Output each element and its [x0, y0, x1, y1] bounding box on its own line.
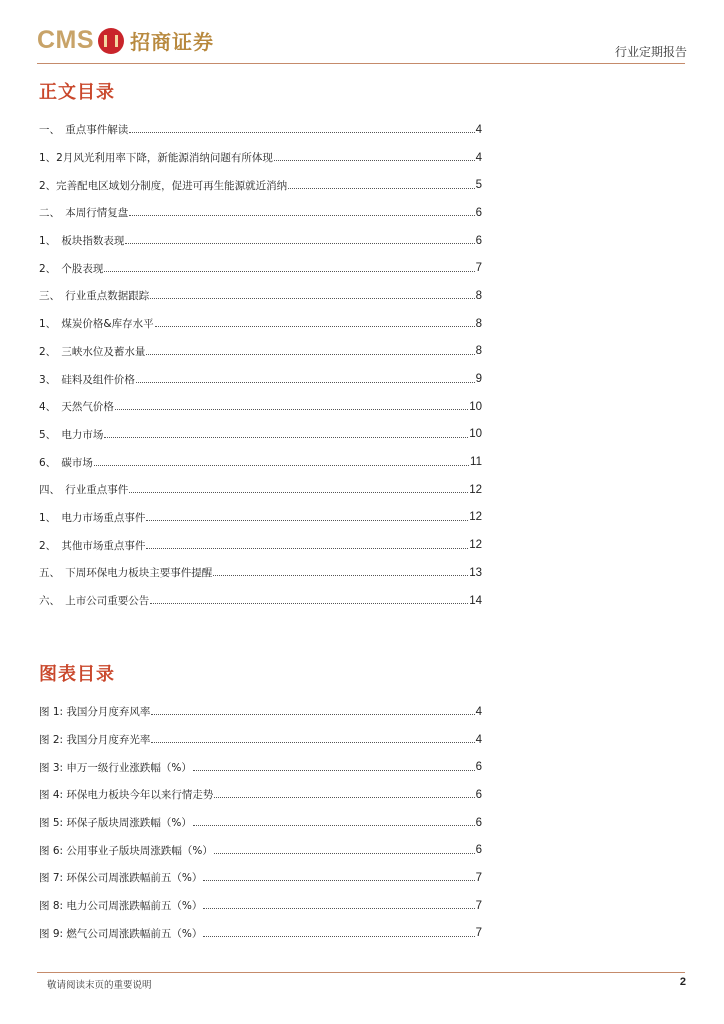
disclaimer-note: 敬请阅读末页的重要说明	[47, 980, 152, 991]
logo-chinese-text: 招商证券	[130, 30, 215, 54]
toc-entry[interactable]: 1、2月风光利用率下降，新能源消纳问题有所体现 4	[39, 151, 482, 165]
toc-entry[interactable]: 2、 三峡水位及蓄水量 8	[39, 345, 482, 358]
toc-entry[interactable]: 4、 天然气价格 10	[39, 400, 482, 414]
figure-entry[interactable]: 图 4: 环保电力板块今年以来行情走势 6	[39, 788, 482, 802]
toc-entry[interactable]: 五、 下周环保电力板块主要事件提醒 13	[39, 566, 482, 580]
toc-list	[39, 116, 482, 614]
toc-entry[interactable]: 1、 煤炭价格&库存水平 8	[39, 317, 482, 331]
toc-entry[interactable]: 2、完善配电区域划分制度，促进可再生能源就近消纳 5	[39, 179, 482, 192]
figure-entry[interactable]: 图 6: 公用事业子版块周涨跌幅（%） 6	[39, 844, 482, 857]
toc-entry[interactable]: 1、 电力市场重点事件 12	[39, 511, 482, 524]
figure-entry[interactable]: 图 3: 申万一级行业涨跌幅（%） 6	[39, 761, 482, 774]
figure-entry[interactable]: 图 7: 环保公司周涨跌幅前五（%） 7	[39, 871, 482, 885]
toc-title: 正文目录	[39, 82, 115, 103]
toc-entry[interactable]: 四、 行业重点事件 12	[39, 483, 482, 497]
report-type-label: 行业定期报告	[614, 45, 687, 59]
figure-entry[interactable]: 图 5: 环保子版块周涨跌幅（%） 6	[39, 816, 482, 830]
header-divider	[37, 63, 685, 64]
toc-entry[interactable]: 六、 上市公司重要公告 14	[39, 594, 482, 608]
toc-entry[interactable]: 三、 行业重点数据跟踪 8	[39, 289, 482, 303]
page-number: 2	[679, 976, 686, 988]
figure-entry[interactable]: 图 1: 我国分月度弃风率 4	[39, 705, 482, 719]
cms-logo	[37, 26, 214, 55]
figure-entry[interactable]: 图 9: 燃气公司周涨跌幅前五（%） 7	[39, 927, 482, 940]
figures-list	[39, 698, 482, 947]
page-header	[37, 24, 687, 64]
figure-entry[interactable]: 图 8: 电力公司周涨跌幅前五（%） 7	[39, 899, 482, 913]
figure-entry[interactable]: 图 2: 我国分月度弃光率 4	[39, 733, 482, 747]
footer-divider	[37, 972, 685, 973]
toc-entry[interactable]: 3、 硅料及组件价格 9	[39, 373, 482, 386]
toc-entry[interactable]: 6、 碳市场 11	[39, 456, 482, 469]
logo-emblem-icon	[98, 28, 124, 54]
logo-latin-text: CMS	[37, 26, 95, 54]
toc-entry[interactable]: 2、 其他市场重点事件 12	[39, 539, 482, 552]
toc-entry[interactable]: 一、 重点事件解读 4	[39, 123, 482, 137]
toc-entry[interactable]: 1、 板块指数表现 6	[39, 234, 482, 248]
figures-title: 图表目录	[39, 664, 115, 685]
toc-entry[interactable]: 2、 个股表现 7	[39, 262, 482, 275]
toc-entry[interactable]: 5、 电力市场 10	[39, 428, 482, 441]
toc-entry[interactable]: 二、 本周行情复盘 6	[39, 206, 482, 220]
